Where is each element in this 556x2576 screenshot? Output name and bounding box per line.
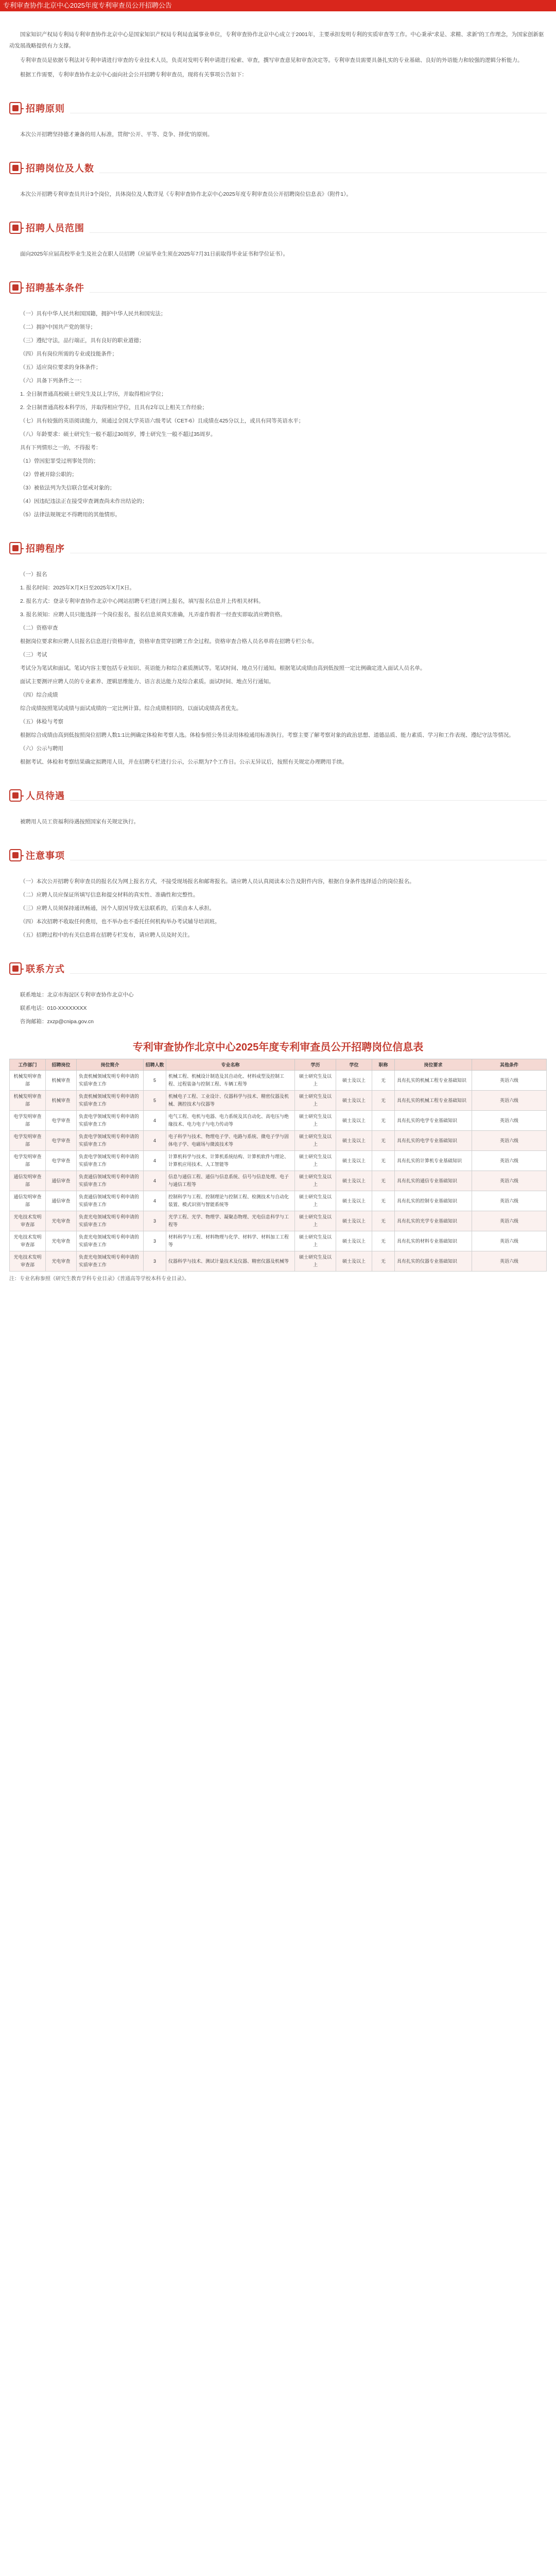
section-heading-count [9,158,547,178]
table-cell: 负责电学领域发明专利申请的实质审查工作 [77,1111,144,1131]
table-cell: 4 [144,1191,166,1211]
condition-item: （七）具有较强的英语阅读能力，须通过全国大学英语六级考试（CET-6）且成绩在425分以上，或具有同等英语水平； [20,418,304,424]
table-cell: 英语六级 [472,1111,547,1131]
table-cell: 机械发明审查部 [10,1071,46,1091]
procedure-item: 面试主要测评应聘人员的专业素养、逻辑思维能力、语言表达能力及综合素质。面试时间、地点另行通知。 [20,679,274,685]
section-icon [9,222,22,234]
table-cell: 光电审查 [46,1211,77,1231]
procedure-item: （六）公示与聘用 [20,745,63,752]
table-cell: 硕士及以上 [336,1071,372,1091]
contact-email[interactable]: 咨询邮箱：zxzp@cnipa.gov.cn [20,1019,94,1025]
table-cell: 电学发明审查部 [10,1151,46,1171]
table-cell: 光电技术发明审查部 [10,1211,46,1231]
table-cell: 计算机科学与技术、计算机系统结构、计算机软件与理论、计算机应用技术、人工智能等 [166,1151,295,1171]
table-cell: 4 [144,1111,166,1131]
conditions-list [9,308,547,520]
table-cell: 英语六级 [472,1171,547,1191]
condition-item: （三）遵纪守法，品行端正，具有良好的职业道德； [20,337,145,344]
table-cell: 硕士研究生及以上 [295,1151,336,1171]
table-cell: 硕士及以上 [336,1231,372,1251]
col-header: 工作部门 [10,1059,46,1071]
procedure-item: 2. 报名方式：登录专利审查协作北京中心网站招聘专栏进行网上报名，填写报名信息并上传相关材料。 [20,598,264,604]
table-cell: 无 [372,1151,395,1171]
col-header: 招聘人数 [144,1059,166,1071]
col-header: 岗位要求 [395,1059,472,1071]
table-cell: 负责光电领域发明专利申请的实质审查工作 [77,1251,144,1272]
section-title: 人员待遇 [26,791,65,801]
table-cell: 具有扎实的控制专业基础知识 [395,1191,472,1211]
section-icon [9,281,22,294]
table-cell: 无 [372,1171,395,1191]
note-item: （三）应聘人员须保持通讯畅通，因个人原因导致无法联系的，后果由本人承担。 [20,905,215,911]
col-header: 学历 [295,1059,336,1071]
table-cell: 光电技术发明审查部 [10,1251,46,1272]
section-heading-conditions [9,277,547,298]
procedure-item: （二）资格审查 [20,625,58,631]
table-cell: 硕士及以上 [336,1171,372,1191]
table-title: 专利审查协作北京中心2025年度专利审查员公开招聘岗位信息表 [132,1042,424,1053]
table-cell: 具有扎实的通信专业基础知识 [395,1171,472,1191]
table-cell: 具有扎实的机械工程专业基础知识 [395,1071,472,1091]
table-footnote: 注：专业名称参照《研究生教育学科专业目录》《普通高等学校本科专业目录》。 [9,1276,189,1282]
table-row [10,1131,547,1151]
procedure-item: 1. 报名时间：2025年X月X日至2025年X月X日。 [20,585,135,591]
col-header: 学位 [336,1059,372,1071]
section-heading-procedure [9,538,547,558]
condition-item: （六）具备下列条件之一： [20,378,85,384]
col-header: 其他条件 [472,1059,547,1071]
procedure-list [9,569,547,768]
table-cell: 硕士及以上 [336,1191,372,1211]
contact-phone: 联系电话：010-XXXXXXXX [20,1005,87,1011]
table-cell: 英语六级 [472,1151,547,1171]
condition-item: （一）具有中华人民共和国国籍，拥护中华人民共和国宪法； [20,311,166,317]
section-title: 招聘人员范围 [26,223,84,233]
col-header: 岗位简介 [77,1059,144,1071]
table-cell: 硕士研究生及以上 [295,1111,336,1131]
table-cell: 硕士及以上 [336,1251,372,1272]
procedure-item: （一）报名 [20,571,47,578]
table-row [10,1091,547,1111]
section-title: 招聘基本条件 [26,283,84,293]
principle-text: 本次公开招聘坚持德才兼备的用人标准，贯彻“公开、平等、竞争、择优”的原则。 [20,131,213,138]
table-cell: 光电审查 [46,1251,77,1272]
section-icon [9,162,22,174]
col-header: 职称 [372,1059,395,1071]
table-row [10,1251,547,1272]
table-cell: 4 [144,1151,166,1171]
table-cell: 具有扎实的电学专业基础知识 [395,1131,472,1151]
section-icon [9,789,22,802]
table-cell: 负责机械领域发明专利申请的实质审查工作 [77,1091,144,1111]
condition-item: （1）曾因犯罪受过刑事处罚的； [20,458,99,464]
table-cell: 3 [144,1251,166,1272]
table-cell: 无 [372,1211,395,1231]
table-cell: 硕士研究生及以上 [295,1091,336,1111]
condition-item: （八）年龄要求：硕士研究生一般不超过30周岁，博士研究生一般不超过35周岁。 [20,431,216,437]
table-cell: 电学审查 [46,1111,77,1131]
procedure-item: 根据岗位要求和应聘人员报名信息进行资格审查，资格审查贯穿招聘工作全过程。资格审查合格人员名单将在招聘专栏公布。 [20,638,318,645]
table-cell: 光电审查 [46,1231,77,1251]
procedure-item: 综合成绩按照笔试成绩与面试成绩的一定比例计算。综合成绩相同的，以面试成绩高者优先。 [20,705,242,711]
table-cell: 负责机械领域发明专利申请的实质审查工作 [77,1071,144,1091]
table-cell: 英语六级 [472,1211,547,1231]
window-title: 专利审查协作北京中心2025年度专利审查员公开招聘公告 [0,0,556,11]
table-cell: 电学审查 [46,1151,77,1171]
note-item: （四）本次招聘不收取任何费用，也不举办也不委托任何机构举办考试辅导培训班。 [20,919,220,925]
table-cell: 机械审查 [46,1091,77,1111]
table-cell: 无 [372,1251,395,1272]
procedure-item: （四）综合成绩 [20,692,58,698]
section-heading-principle [9,98,547,118]
table-cell: 机械工程、机械设计制造及其自动化、材料成型及控制工程、过程装备与控制工程、车辆工程等 [166,1071,295,1091]
table-cell: 4 [144,1171,166,1191]
table-cell: 仪器科学与技术、测试计量技术及仪器、精密仪器及机械等 [166,1251,295,1272]
table-row [10,1211,547,1231]
section-heading-treatment [9,785,547,806]
table-cell: 控制科学与工程、控制理论与控制工程、检测技术与自动化装置、模式识别与智能系统等 [166,1191,295,1211]
intro-paragraph: 专利审查员是依据专利法对专利申请进行审查的专业技术人员，负责对发明专利申请进行检索、审查，撰写审查意见和审查决定等。专利审查员需要具备扎实的专业基础、良好的外语能力和较强的逻辑分析能力。 [20,57,523,63]
col-header: 专业名称 [166,1059,295,1071]
note-item: （二）应聘人员应保证所填写信息和提交材料的真实性、准确性和完整性。 [20,892,199,898]
table-cell: 负责光电领域发明专利申请的实质审查工作 [77,1231,144,1251]
positions-table [9,1059,547,1272]
condition-item: （五）适应岗位要求的身体条件； [20,364,101,370]
announcement-body [9,11,547,1284]
table-cell: 电气工程、电机与电器、电力系统及其自动化、高电压与绝缘技术、电力电子与电力传动等 [166,1111,295,1131]
table-cell: 通信发明审查部 [10,1191,46,1211]
table-cell: 机械发明审查部 [10,1091,46,1111]
table-cell: 具有扎实的材料专业基础知识 [395,1231,472,1251]
section-heading-notes [9,845,547,866]
procedure-item: （五）体检与考察 [20,719,63,725]
section-title: 招聘原则 [26,104,65,114]
table-cell: 电子科学与技术、物理电子学、电路与系统、微电子学与固体电子学、电磁场与微波技术等 [166,1131,295,1151]
section-heading-target [9,217,547,238]
table-header-row [10,1059,547,1071]
condition-item: （四）具有岗位所需的专业或技能条件； [20,351,117,357]
table-row [10,1191,547,1211]
table-cell: 5 [144,1071,166,1091]
table-cell: 具有扎实的仪器专业基础知识 [395,1251,472,1272]
col-header: 招聘岗位 [46,1059,77,1071]
section-title: 注意事项 [26,851,65,861]
target-text: 面向2025年应届高校毕业生及社会在职人员招聘（应届毕业生须在2025年7月31日前取得毕业证书和学位证书）。 [20,251,288,257]
table-cell: 英语六级 [472,1251,547,1272]
table-cell: 硕士研究生及以上 [295,1231,336,1251]
table-cell: 硕士研究生及以上 [295,1071,336,1091]
table-cell: 光电技术发明审查部 [10,1231,46,1251]
table-cell: 机械审查 [46,1071,77,1091]
section-title: 联系方式 [26,964,65,974]
table-cell: 负责光电领域发明专利申请的实质审查工作 [77,1211,144,1231]
table-cell: 硕士研究生及以上 [295,1191,336,1211]
table-cell: 英语六级 [472,1131,547,1151]
table-cell: 硕士及以上 [336,1111,372,1131]
table-cell: 硕士及以上 [336,1131,372,1151]
table-cell: 英语六级 [472,1091,547,1111]
table-cell: 4 [144,1131,166,1151]
section-icon [9,962,22,975]
table-cell: 硕士研究生及以上 [295,1171,336,1191]
table-cell: 电学审查 [46,1131,77,1151]
table-cell: 光学工程、光学、物理学、凝聚态物理、光电信息科学与工程等 [166,1211,295,1231]
table-cell: 具有扎实的电学专业基础知识 [395,1111,472,1131]
table-cell: 3 [144,1231,166,1251]
treatment-text: 被聘用人员工资福利待遇按照国家有关规定执行。 [20,819,139,825]
section-icon [9,849,22,861]
table-cell: 3 [144,1211,166,1231]
section-icon [9,542,22,554]
table-cell: 负责通信领域发明专利申请的实质审查工作 [77,1171,144,1191]
table-cell: 无 [372,1091,395,1111]
table-cell: 硕士研究生及以上 [295,1251,336,1272]
table-cell: 通信审查 [46,1191,77,1211]
procedure-item: 根据综合成绩由高到低按照岗位招聘人数1:1比例确定体检和考察人选。体检参照公务员录用体检通用标准执行。考察主要了解考察对象的政治思想、道德品质、能力素质、学习和工作表现、遵纪守法等情况。 [20,732,514,738]
condition-item: （4）因违纪违法正在接受审查调查尚未作出结论的； [20,498,148,504]
table-cell: 英语六级 [472,1071,547,1091]
procedure-item: 3. 报名须知：应聘人员只能选择一个岗位报名，报名信息须真实准确，凡弄虚作假者一经查实即取消应聘资格。 [20,612,286,618]
table-row [10,1171,547,1191]
condition-item: 具有下列情形之一的，不得报考： [20,445,101,451]
table-cell: 无 [372,1131,395,1151]
contact-address: 联系地址：北京市海淀区专利审查协作北京中心 [20,992,134,998]
table-cell: 硕士及以上 [336,1091,372,1111]
table-row [10,1071,547,1091]
table-cell: 材料科学与工程、材料物理与化学、材料学、材料加工工程等 [166,1231,295,1251]
table-cell: 机械电子工程、工业设计、仪器科学与技术、精密仪器及机械、测控技术与仪器等 [166,1091,295,1111]
table-cell: 无 [372,1191,395,1211]
count-text: 本次公开招聘专利审查员共计3个岗位，具体岗位及人数详见《专利审查协作北京中心2025年度专利审查员公开招聘岗位信息表》（附件1）。 [20,191,352,197]
contact-list [9,989,547,1027]
table-row [10,1111,547,1131]
intro [9,29,547,80]
table-cell: 具有扎实的机械工程专业基础知识 [395,1091,472,1111]
table-cell: 负责电学领域发明专利申请的实质审查工作 [77,1151,144,1171]
condition-item: （二）拥护中国共产党的领导； [20,324,96,330]
table-cell: 无 [372,1231,395,1251]
section-heading-contact [9,958,547,979]
condition-item: （5）法律法规规定不得聘用的其他情形。 [20,512,120,518]
note-item: （一）本次公开招聘专利审查员的报名仅为网上报名方式，不接受现场报名和邮寄报名。请应聘人员认真阅读本公告及附件内容，根据自身条件选择适合的岗位报名。 [20,878,415,885]
table-row [10,1231,547,1251]
table-cell: 通信审查 [46,1171,77,1191]
section-title: 招聘岗位及人数 [26,163,94,174]
table-cell: 硕士研究生及以上 [295,1211,336,1231]
table-cell: 硕士研究生及以上 [295,1131,336,1151]
condition-item: （3）被依法列为失信联合惩戒对象的； [20,485,115,491]
intro-paragraph: 根据工作需要，专利审查协作北京中心面向社会公开招聘专利审查员，现将有关事项公告如下： [20,72,247,78]
procedure-item: 考试分为笔试和面试。笔试内容主要包括专业知识、英语能力和综合素质测试等。笔试时间、地点另行通知。根据笔试成绩由高到低按照一定比例确定进入面试人员名单。 [20,665,426,671]
table-row [10,1151,547,1171]
table-cell: 电学发明审查部 [10,1131,46,1151]
condition-item: （2）曾被开除公职的； [20,471,77,478]
table-cell: 信息与通信工程、通信与信息系统、信号与信息处理、电子与通信工程等 [166,1171,295,1191]
table-cell: 英语六级 [472,1231,547,1251]
section-icon [9,102,22,114]
table-cell: 无 [372,1071,395,1091]
table-cell: 5 [144,1091,166,1111]
condition-item: 2. 全日制普通高校本科学历，并取得相应学位，且具有2年以上相关工作经验； [20,404,208,411]
notes-list [9,876,547,941]
section-title: 招聘程序 [26,544,65,554]
table-cell: 具有扎实的光学专业基础知识 [395,1211,472,1231]
table-cell: 通信发明审查部 [10,1171,46,1191]
table-cell: 硕士及以上 [336,1151,372,1171]
table-cell: 无 [372,1111,395,1131]
note-item: （五）招聘过程中的有关信息将在招聘专栏发布，请应聘人员及时关注。 [20,932,193,938]
table-cell: 英语六级 [472,1191,547,1211]
procedure-item: （三）考试 [20,652,47,658]
intro-paragraph: 国家知识产权局专利局专利审查协作北京中心是国家知识产权局专利局直属事业单位，专利审查协作北京中心成立于2001年，主要承担发明专利的实质审查等工作。中心秉承“求是、求精、求新”的工作理念，为国家创新驱动发展战略提供有力支撑。 [9,31,544,49]
table-cell: 负责通信领域发明专利申请的实质审查工作 [77,1191,144,1211]
table-cell: 具有扎实的计算机专业基础知识 [395,1151,472,1171]
table-cell: 负责电学领域发明专利申请的实质审查工作 [77,1131,144,1151]
condition-item: 1. 全日制普通高校硕士研究生及以上学历，并取得相应学位； [20,391,167,397]
table-cell: 电学发明审查部 [10,1111,46,1131]
table-cell: 硕士及以上 [336,1211,372,1231]
procedure-item: 根据考试、体检和考察结果确定拟聘用人员，并在招聘专栏进行公示，公示期为7个工作日。公示无异议后，按照有关规定办理聘用手续。 [20,759,348,765]
